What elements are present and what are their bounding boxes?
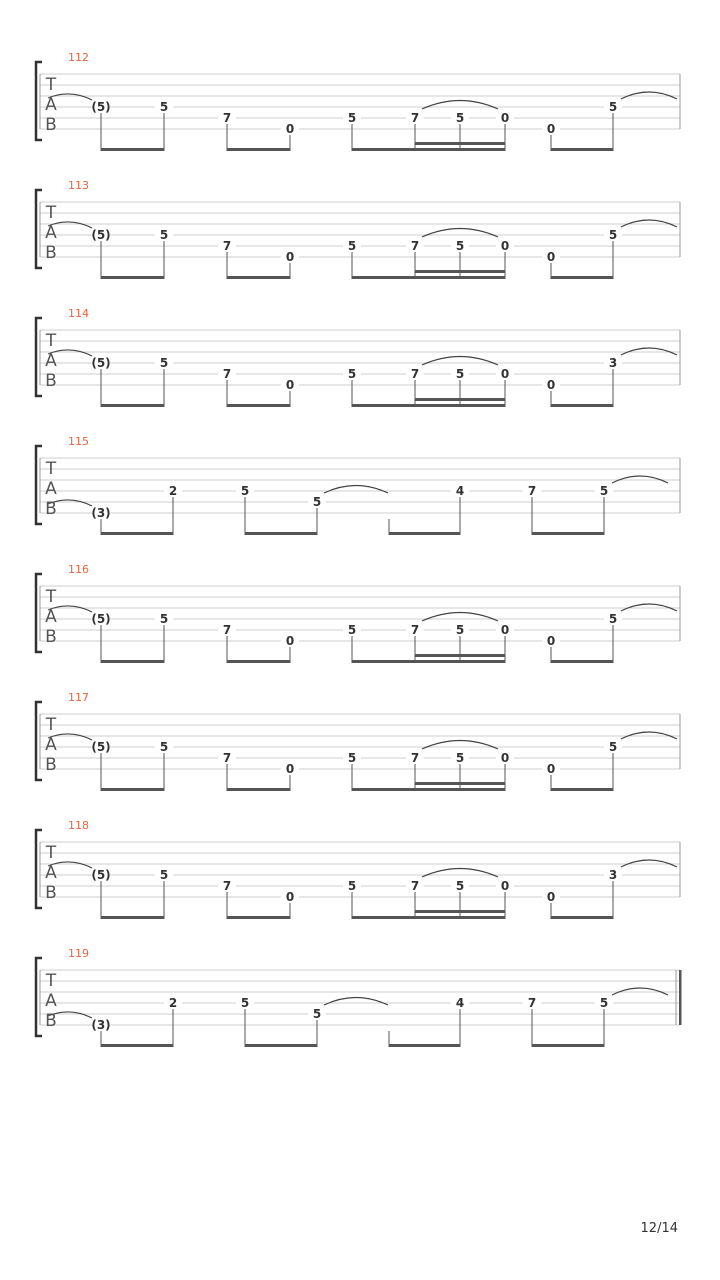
fret-number: 5 bbox=[455, 623, 465, 637]
tab-system-117 bbox=[36, 691, 680, 791]
beam bbox=[532, 532, 604, 535]
slur bbox=[422, 357, 498, 366]
fret-number: 7 bbox=[410, 879, 420, 893]
fret-number: (5) bbox=[91, 356, 111, 370]
fret-number: 5 bbox=[455, 879, 465, 893]
beam bbox=[245, 1044, 317, 1047]
fret-number: 5 bbox=[608, 740, 618, 754]
fret-number: 0 bbox=[500, 879, 510, 893]
tab-clef-b: B bbox=[45, 499, 57, 519]
fret-number: 5 bbox=[599, 484, 609, 498]
tab-clef-a: A bbox=[45, 351, 57, 371]
tab-clef-b: B bbox=[45, 627, 57, 647]
beam bbox=[101, 276, 164, 279]
fret-number: 7 bbox=[410, 367, 420, 381]
beam bbox=[352, 148, 505, 151]
fret-number: 5 bbox=[455, 111, 465, 125]
sixteenth-beam bbox=[415, 782, 505, 785]
tab-clef-t: T bbox=[45, 75, 57, 95]
tab-system-116 bbox=[36, 563, 680, 663]
fret-number: 5 bbox=[455, 239, 465, 253]
tab-clef-a: A bbox=[45, 863, 57, 883]
beam bbox=[389, 532, 460, 535]
beam bbox=[551, 148, 613, 151]
fret-number: 2 bbox=[168, 484, 178, 498]
tab-system-115 bbox=[36, 435, 680, 535]
tab-clef-a: A bbox=[45, 991, 57, 1011]
fret-number: 5 bbox=[159, 868, 169, 882]
tab-clef-t: T bbox=[45, 331, 57, 351]
fret-number: 0 bbox=[285, 634, 295, 648]
fret-number: 0 bbox=[500, 367, 510, 381]
tab-clef-b: B bbox=[45, 243, 57, 263]
fret-number: 0 bbox=[546, 378, 556, 392]
tab-clef-a: A bbox=[45, 479, 57, 499]
fret-number: 5 bbox=[240, 484, 250, 498]
fret-number: 0 bbox=[285, 122, 295, 136]
beam bbox=[227, 660, 290, 663]
fret-number: 7 bbox=[222, 751, 232, 765]
tab-system-113 bbox=[36, 179, 680, 279]
tab-clef-a: A bbox=[45, 607, 57, 627]
beam bbox=[227, 916, 290, 919]
fret-number: 0 bbox=[500, 751, 510, 765]
fret-number: 7 bbox=[410, 239, 420, 253]
fret-number: 0 bbox=[546, 122, 556, 136]
beam bbox=[227, 788, 290, 791]
beam bbox=[101, 916, 164, 919]
fret-number: 4 bbox=[455, 996, 465, 1010]
tab-clef-a: A bbox=[45, 95, 57, 115]
beam bbox=[101, 788, 164, 791]
fret-number: 5 bbox=[159, 612, 169, 626]
tab-clef-a: A bbox=[45, 735, 57, 755]
fret-number: 0 bbox=[546, 890, 556, 904]
fret-number: 5 bbox=[347, 879, 357, 893]
fret-number: 5 bbox=[347, 623, 357, 637]
fret-number: 0 bbox=[285, 250, 295, 264]
tab-clef-a: A bbox=[45, 223, 57, 243]
beam bbox=[227, 404, 290, 407]
tab-system-119 bbox=[36, 947, 682, 1047]
fret-number: 5 bbox=[455, 751, 465, 765]
fret-number: 0 bbox=[546, 250, 556, 264]
fret-number: 5 bbox=[347, 111, 357, 125]
beam bbox=[551, 404, 613, 407]
fret-number: 5 bbox=[159, 356, 169, 370]
beam bbox=[352, 916, 505, 919]
beam bbox=[101, 1044, 173, 1047]
slur bbox=[422, 869, 498, 878]
fret-number: (5) bbox=[91, 100, 111, 114]
beam bbox=[352, 788, 505, 791]
beam bbox=[551, 276, 613, 279]
beam bbox=[245, 532, 317, 535]
fret-number: 7 bbox=[222, 111, 232, 125]
tab-clef-t: T bbox=[45, 715, 57, 735]
fret-number: 0 bbox=[546, 762, 556, 776]
fret-number: 0 bbox=[285, 890, 295, 904]
fret-number: 7 bbox=[410, 751, 420, 765]
tab-clef-b: B bbox=[45, 1011, 57, 1031]
fret-number: 7 bbox=[222, 239, 232, 253]
page-indicator: 12/14 bbox=[640, 1221, 678, 1236]
beam bbox=[101, 148, 164, 151]
fret-number: 5 bbox=[347, 367, 357, 381]
beam bbox=[352, 404, 505, 407]
fret-number: 5 bbox=[159, 740, 169, 754]
fret-number: 5 bbox=[608, 228, 618, 242]
fret-number: 5 bbox=[347, 751, 357, 765]
fret-number: 5 bbox=[240, 996, 250, 1010]
measure-number: 118 bbox=[68, 819, 89, 832]
beam bbox=[389, 1044, 460, 1047]
fret-number: 5 bbox=[455, 367, 465, 381]
fret-number: 5 bbox=[599, 996, 609, 1010]
measure-number: 116 bbox=[68, 563, 89, 576]
fret-number: 7 bbox=[410, 111, 420, 125]
fret-number: 5 bbox=[347, 239, 357, 253]
tab-clef-t: T bbox=[45, 587, 57, 607]
fret-number: 2 bbox=[168, 996, 178, 1010]
fret-number: 5 bbox=[312, 1007, 322, 1021]
beam bbox=[352, 660, 505, 663]
beam bbox=[551, 660, 613, 663]
sixteenth-beam bbox=[415, 142, 505, 145]
tab-clef-b: B bbox=[45, 883, 57, 903]
fret-number: (5) bbox=[91, 612, 111, 626]
tie-mid bbox=[324, 486, 388, 494]
measure-number: 119 bbox=[68, 947, 89, 960]
tab-clef-t: T bbox=[45, 203, 57, 223]
beam bbox=[101, 532, 173, 535]
slur bbox=[422, 229, 498, 238]
tab-clef-t: T bbox=[45, 843, 57, 863]
measure-number: 113 bbox=[68, 179, 89, 192]
fret-number: 0 bbox=[500, 239, 510, 253]
tab-clef-b: B bbox=[45, 371, 57, 391]
fret-number: 0 bbox=[500, 111, 510, 125]
tab-clef-b: B bbox=[45, 115, 57, 135]
fret-number: 7 bbox=[222, 367, 232, 381]
slur bbox=[422, 741, 498, 750]
tab-system-118 bbox=[36, 819, 680, 919]
fret-number: 7 bbox=[527, 996, 537, 1010]
fret-number: 4 bbox=[455, 484, 465, 498]
tab-system-112 bbox=[36, 51, 680, 151]
measure-number: 115 bbox=[68, 435, 89, 448]
final-bar-thick bbox=[679, 970, 682, 1025]
sixteenth-beam bbox=[415, 654, 505, 657]
sixteenth-beam bbox=[415, 270, 505, 273]
beam bbox=[101, 660, 164, 663]
fret-number: 5 bbox=[312, 495, 322, 509]
measure-number: 117 bbox=[68, 691, 89, 704]
fret-number: (3) bbox=[91, 1018, 111, 1032]
measure-number: 114 bbox=[68, 307, 89, 320]
fret-number: 0 bbox=[285, 378, 295, 392]
fret-number: 5 bbox=[608, 612, 618, 626]
fret-number: 0 bbox=[285, 762, 295, 776]
fret-number: 7 bbox=[410, 623, 420, 637]
fret-number: 0 bbox=[546, 634, 556, 648]
fret-number: (3) bbox=[91, 506, 111, 520]
measure-number: 112 bbox=[68, 51, 89, 64]
tab-clef-b: B bbox=[45, 755, 57, 775]
fret-number: 0 bbox=[500, 623, 510, 637]
slur bbox=[422, 101, 498, 110]
tab-clef-t: T bbox=[45, 459, 57, 479]
fret-number: 5 bbox=[159, 100, 169, 114]
fret-number: 7 bbox=[222, 623, 232, 637]
beam bbox=[551, 916, 613, 919]
fret-number: 3 bbox=[608, 356, 618, 370]
beam bbox=[227, 276, 290, 279]
tab-clef-t: T bbox=[45, 971, 57, 991]
fret-number: 7 bbox=[222, 879, 232, 893]
beam bbox=[227, 148, 290, 151]
fret-number: (5) bbox=[91, 740, 111, 754]
slur bbox=[422, 613, 498, 622]
sixteenth-beam bbox=[415, 910, 505, 913]
beam bbox=[352, 276, 505, 279]
beam bbox=[101, 404, 164, 407]
fret-number: 5 bbox=[608, 100, 618, 114]
beam bbox=[532, 1044, 604, 1047]
fret-number: 7 bbox=[527, 484, 537, 498]
fret-number: (5) bbox=[91, 868, 111, 882]
sixteenth-beam bbox=[415, 398, 505, 401]
fret-number: 3 bbox=[608, 868, 618, 882]
beam bbox=[551, 788, 613, 791]
fret-number: 5 bbox=[159, 228, 169, 242]
tab-system-114 bbox=[36, 307, 680, 407]
fret-number: (5) bbox=[91, 228, 111, 242]
tie-mid bbox=[324, 998, 388, 1006]
